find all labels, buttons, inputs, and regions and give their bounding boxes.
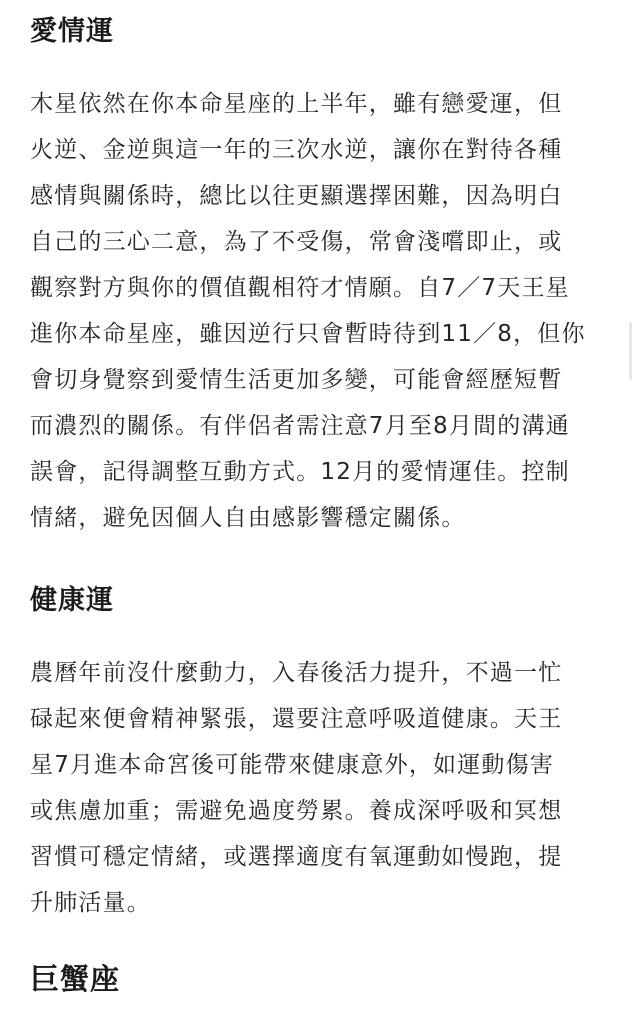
paragraph-line: 自己的三心二意，為了不受傷，常會淺嚐即止，或	[30, 229, 563, 255]
cancer-sign-heading: 巨蟹座	[30, 962, 121, 996]
paragraph-line: 或焦慮加重；需避免過度勞累。養成深呼吸和冥想	[30, 798, 563, 824]
paragraph-line: 而濃烈的關係。有伴侶者需注意7月至8月間的溝通	[30, 413, 570, 439]
paragraph-line: 火逆、金逆與這一年的三次水逆，讓你在對待各種	[30, 137, 563, 163]
paragraph-line: 誤會，記得調整互動方式。12月的愛情運佳。控制	[30, 459, 570, 485]
paragraph-line: 進你本命星座，雖因逆行只會暫時待到11／8，但你	[30, 321, 586, 347]
paragraph-line: 木星依然在你本命星座的上半年，雖有戀愛運，但	[30, 91, 563, 117]
paragraph-line: 會切身覺察到愛情生活更加多變，可能會經歷短暫	[30, 367, 563, 393]
love-fortune-heading: 愛情運	[30, 16, 114, 47]
paragraph-line: 習慣可穩定情緒，或選擇適度有氧運動如慢跑，提	[30, 844, 563, 870]
love-fortune-paragraph	[30, 81, 606, 541]
paragraph-line: 感情與關係時，總比以往更顯選擇困難，因為明白	[30, 183, 563, 209]
paragraph-line: 情緒，避免因個人自由感影響穩定關係。	[30, 505, 466, 531]
paragraph-line: 碌起來便會精神緊張，還要注意呼吸道健康。天王	[30, 706, 563, 732]
health-fortune-paragraph	[30, 650, 606, 926]
paragraph-line: 星7月進本命宮後可能帶來健康意外，如運動傷害	[30, 752, 555, 778]
paragraph-line: 觀察對方與你的價值觀相符才情願。自7／7天王星	[30, 275, 570, 301]
paragraph-line: 升肺活量。	[30, 890, 151, 916]
paragraph-line: 農曆年前沒什麼動力，入春後活力提升，不過一忙	[30, 660, 563, 686]
health-fortune-heading: 健康運	[30, 585, 114, 616]
